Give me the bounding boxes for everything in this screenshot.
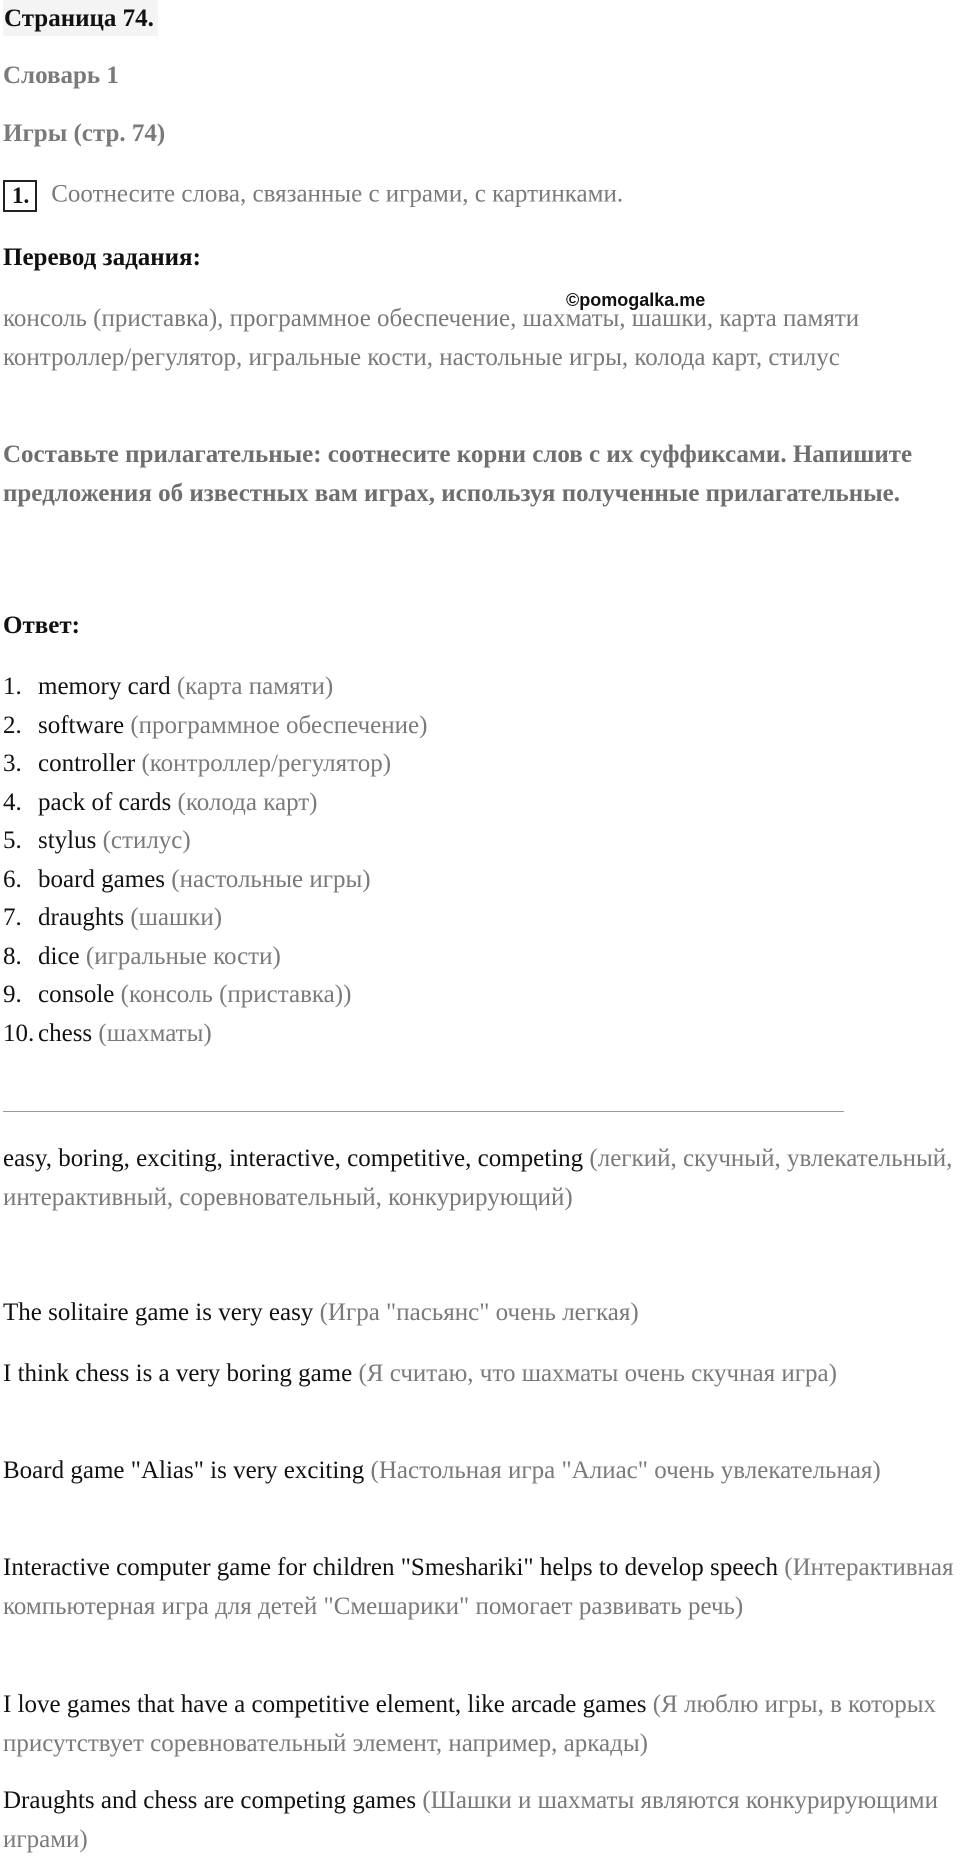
list-item-number: 7. <box>3 904 22 931</box>
list-item-number: 10. <box>3 1019 35 1047</box>
topic-heading: Игры (стр. 74) <box>3 120 166 147</box>
sentence-item <box>3 1294 958 1333</box>
list-item-russian: (стилус) <box>102 827 191 854</box>
translation-text: консоль (приставка), программное обеспечение, шахматы, шашки, карта памяти контроллер/регулятор, игральные кости, настольные игры, колода карт, стилус <box>3 305 860 371</box>
list-item-russian: (шашки) <box>130 904 223 931</box>
page-title: Страница 74. <box>3 0 158 36</box>
list-item <box>3 822 427 861</box>
sentence-english: The solitaire game is very easy <box>3 1299 314 1326</box>
list-item <box>3 976 427 1015</box>
list-item <box>3 707 427 746</box>
list-item <box>3 899 427 938</box>
sentence-item <box>3 1355 958 1394</box>
list-item <box>3 668 427 707</box>
sentence-russian: (Шашки и шахматы являются конкурирующими играми) <box>3 1787 938 1853</box>
task-number-badge: 1. <box>3 180 37 212</box>
dictionary-heading: Словарь 1 <box>3 62 119 89</box>
list-item-russian: (настольные игры) <box>171 865 371 893</box>
list-item-english: draughts <box>38 904 125 931</box>
list-item-english: chess <box>38 1019 93 1047</box>
sentence-english: Board game "Alias" is very exciting <box>3 1457 365 1484</box>
list-item-english: software <box>38 711 125 739</box>
divider <box>3 1111 844 1112</box>
list-item-russian: (колода карт) <box>177 788 318 816</box>
instruction-text: Составьте прилагательные: соотнесите корни слов с их суффиксами. Напишите предложения об известных вам играх, используя полученные прилагательные. <box>3 441 913 507</box>
translation-heading: Перевод задания: <box>3 244 201 271</box>
list-item-number: 9. <box>3 981 22 1008</box>
list-item-russian: (карта памяти) <box>176 673 334 700</box>
list-item-russian: (контроллер/регулятор) <box>141 750 392 777</box>
sentence-english: Draughts and chess are competing games <box>3 1787 417 1814</box>
list-item-russian: (шахматы) <box>98 1019 212 1047</box>
sentence-russian: (Я считаю, что шахматы очень скучная игра) <box>358 1360 837 1387</box>
list-item <box>3 861 427 900</box>
list-item-russian: (игральные кости) <box>85 942 281 970</box>
sentence-item <box>3 1782 958 1859</box>
list-item <box>3 938 427 977</box>
adjectives-russian: (легкий, скучный, увлекательный, интерактивный, соревновательный, конкурирующий) <box>3 1145 953 1211</box>
list-item-english: pack of cards <box>38 788 172 816</box>
adjectives-english: easy, boring, exciting, interactive, competitive, competing <box>3 1145 584 1172</box>
list-item <box>3 745 427 784</box>
list-item-russian: (программное обеспечение) <box>130 711 428 739</box>
sentence-english: Interactive computer game for children "Smeshariki" helps to develop speech <box>3 1554 778 1581</box>
sentence-russian: (Интерактивная компьютерная игра для детей "Смешарики" помогает развивать речь) <box>3 1554 954 1620</box>
answer-list <box>3 668 427 1053</box>
sentence-russian: (Настольная игра "Алиас" очень увлекательная) <box>370 1457 881 1484</box>
list-item-number: 1. <box>3 673 22 700</box>
list-item-russian: (консоль (приставка)) <box>120 981 352 1008</box>
list-item-english: memory card <box>38 673 171 700</box>
list-item-english: console <box>38 981 115 1008</box>
sentence-russian: (Я люблю игры, в которых присутствует соревновательный элемент, например, аркады) <box>3 1691 937 1757</box>
list-item <box>3 784 427 823</box>
list-item-english: board games <box>38 865 166 893</box>
list-item-number: 6. <box>3 865 22 893</box>
list-item-english: controller <box>38 750 136 777</box>
list-item-english: stylus <box>38 827 97 854</box>
list-item-english: dice <box>38 942 80 970</box>
sentence-item <box>3 1549 958 1626</box>
list-item-number: 3. <box>3 750 22 777</box>
list-item-number: 8. <box>3 942 22 970</box>
sentence-russian: (Игра "пасьянс" очень легкая) <box>319 1299 639 1326</box>
sentence-item <box>3 1686 958 1763</box>
sentence-item <box>3 1452 958 1491</box>
sentence-english: I think chess is a very boring game <box>3 1360 353 1387</box>
task-text: Соотнесите слова, связанные с играми, с картинками. <box>51 180 624 208</box>
list-item-number: 4. <box>3 788 22 816</box>
list-item <box>3 1015 427 1054</box>
task-line <box>3 180 623 212</box>
adjectives-line <box>3 1140 958 1217</box>
sentence-english: I love games that have a competitive element, like arcade games <box>3 1691 647 1718</box>
watermark: ©pomogalka.me <box>566 290 706 310</box>
list-item-number: 2. <box>3 711 22 739</box>
answer-heading: Ответ: <box>3 612 80 639</box>
list-item-number: 5. <box>3 827 22 854</box>
